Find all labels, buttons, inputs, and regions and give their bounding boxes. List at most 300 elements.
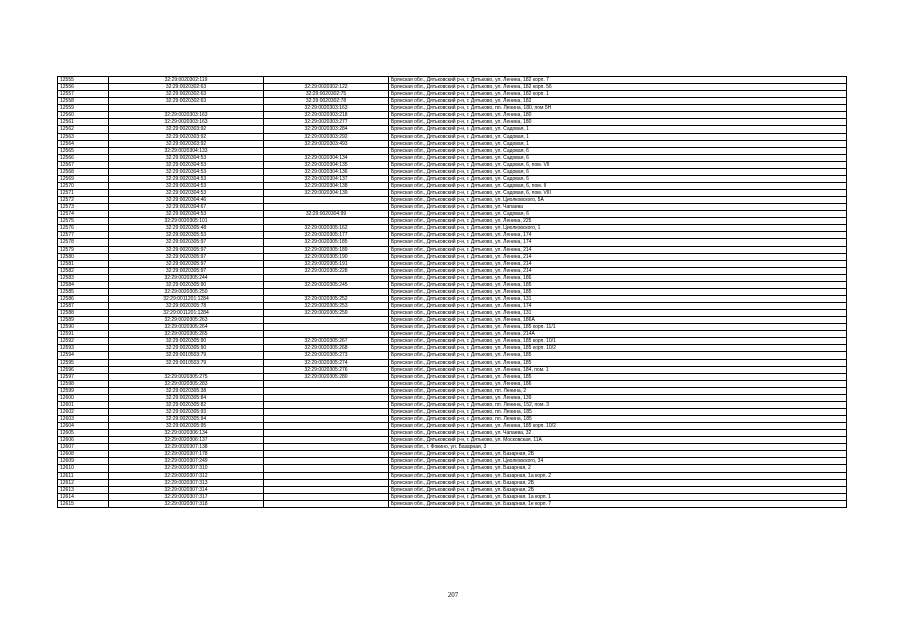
- address-cell: Брянская обл., г. Фокино, ул. Базарная, 3: [389, 444, 847, 451]
- table-row: [58, 246, 847, 253]
- address-cell: Брянская обл., Дятьковский р-н, г. Дятьково, ул. Базарная, 2Б: [389, 486, 847, 493]
- parent-cadastral-number-cell: 32:29:0020305:97: [109, 253, 264, 260]
- address-cell: Брянская обл., Дятьковский р-н, г. Дятьково, ул. Ленина, 185: [389, 352, 847, 359]
- parent-cadastral-number-cell: 32:29:0020305:94: [109, 416, 264, 423]
- address-cell: Брянская обл., Дятьковский р-н, г. Дятьково, ул. Ленина, 185 корп. 10/2: [389, 345, 847, 352]
- cadastral-number-cell: 32:29:0020302:75: [264, 91, 389, 98]
- cadastral-number-cell: [264, 465, 389, 472]
- table-row: [58, 303, 847, 310]
- address-cell: Брянская обл., Дятьковский р-н, г. Дятьково, ул. Ленина, 174: [389, 239, 847, 246]
- address-cell: Брянская обл., Дятьковский р-н, г. Дятьково, ул. Ленина, 182 корп. 56: [389, 84, 847, 91]
- table-row: [58, 112, 847, 119]
- page-number: 207: [447, 591, 459, 599]
- row-number-cell: 12601: [58, 401, 109, 408]
- address-cell: Брянская обл., Дятьковский р-н, г. Дятьково, ул. Ленина, 214А: [389, 331, 847, 338]
- table-row: [58, 465, 847, 472]
- address-cell: Брянская обл., Дятьковский р-н, г. Дятьково, ул. Ленина, 214: [389, 267, 847, 274]
- address-cell: Брянская обл., Дятьковский р-н, г. Дятьково, ул. Базарная, 2Б: [389, 479, 847, 486]
- cadastral-number-cell: 32:29:0020304:99: [264, 211, 389, 218]
- row-number-cell: 12558: [58, 98, 109, 105]
- parent-cadastral-number-cell: 32:29:0020304:53: [109, 190, 264, 197]
- row-number-cell: 12580: [58, 253, 109, 260]
- row-number-cell: 12560: [58, 112, 109, 119]
- table-row: [58, 197, 847, 204]
- parent-cadastral-number-cell: 32:29:0010503:79: [109, 352, 264, 359]
- address-cell: Брянская обл., Дятьковский р-н, г. Дятьково, ул. Ленина, 225: [389, 218, 847, 225]
- row-number-cell: 12597: [58, 373, 109, 380]
- table-row: [58, 345, 847, 352]
- parent-cadastral-number-cell: 32:29:0020305:38: [109, 387, 264, 394]
- table-row: [58, 211, 847, 218]
- cadastral-number-cell: [264, 77, 389, 84]
- address-cell: Брянская обл., Дятьковский р-н, г. Дятьково, ул. Ленина, 139: [389, 394, 847, 401]
- table-row: [58, 204, 847, 211]
- row-number-cell: 12576: [58, 225, 109, 232]
- address-cell: Брянская обл., Дятьковский р-н, г. Дятьково, ул. Ленина, 185 корп. 10/2: [389, 423, 847, 430]
- cadastral-number-cell: [264, 479, 389, 486]
- table-row: [58, 387, 847, 394]
- address-cell: Брянская обл., Дятьковский р-н, г. Дятьково, пл. Ленина, 185: [389, 408, 847, 415]
- table-row: [58, 274, 847, 281]
- cadastral-number-cell: 32:29:0020305:280: [264, 373, 389, 380]
- row-number-cell: 12572: [58, 197, 109, 204]
- cadastral-number-cell: [264, 274, 389, 281]
- address-cell: Брянская обл., Дятьковский р-н, г. Дятьково, ул. Базарная, 2Б: [389, 451, 847, 458]
- address-cell: Брянская обл., Дятьковский р-н, г. Дятьково, ул. Ленина, 131: [389, 310, 847, 317]
- cadastral-number-cell: 32:29:0020305:276: [264, 366, 389, 373]
- address-cell: Брянская обл., Дятьковский р-н, г. Дятьково, пл. Ленина, 152, пом. 3: [389, 401, 847, 408]
- cadastral-number-cell: [264, 416, 389, 423]
- address-cell: Брянская обл., Дятьковский р-н, г. Дятьково, ул. Ленина, 214: [389, 246, 847, 253]
- parent-cadastral-number-cell: 32:29:0020304:67: [109, 204, 264, 211]
- table-row: [58, 331, 847, 338]
- parent-cadastral-number-cell: 32:29:0020304:53: [109, 168, 264, 175]
- table-row: [58, 352, 847, 359]
- parent-cadastral-number-cell: 32:29:0020305:90: [109, 281, 264, 288]
- table-row: [58, 408, 847, 415]
- table-row: [58, 182, 847, 189]
- parent-cadastral-number-cell: 32:29:0020305:48: [109, 225, 264, 232]
- table-row: [58, 105, 847, 112]
- row-number-cell: 12585: [58, 288, 109, 295]
- table-row: [58, 98, 847, 105]
- address-cell: Брянская обл., Дятьковский р-н, г. Дятьково, ул. Циолковского, 34: [389, 458, 847, 465]
- address-cell: Брянская обл., Дятьковский р-н, г. Дятьково, ул. Базарная, 2: [389, 465, 847, 472]
- parent-cadastral-number-cell: 32:29:0020302:119: [109, 77, 264, 84]
- parent-cadastral-number-cell: 32:29:0020307:312: [109, 472, 264, 479]
- row-number-cell: 12559: [58, 105, 109, 112]
- address-cell: Брянская обл., Дятьковский р-н, г. Дятьково, пл. Ленина, 185: [389, 416, 847, 423]
- row-number-cell: 12565: [58, 147, 109, 154]
- row-number-cell: 12584: [58, 281, 109, 288]
- row-number-cell: 12581: [58, 260, 109, 267]
- row-number-cell: 12606: [58, 437, 109, 444]
- parent-cadastral-number-cell: 32:29:0020305:97: [109, 246, 264, 253]
- cadastral-number-cell: 32:29:0020305:185: [264, 239, 389, 246]
- table-row: [58, 133, 847, 140]
- parent-cadastral-number-cell: 32:29:0020305:101: [109, 218, 264, 225]
- parent-cadastral-number-cell: 32:29:0020304:53: [109, 175, 264, 182]
- parent-cadastral-number-cell: 32:29:0020305:78: [109, 303, 264, 310]
- parent-cadastral-number-cell: 32:29:0020305:283: [109, 380, 264, 387]
- address-cell: Брянская обл., Дятьковский р-н, г. Дятьково, ул. Ленина, 174: [389, 303, 847, 310]
- cadastral-number-cell: 32:29:0020303:292: [264, 133, 389, 140]
- table-row: [58, 493, 847, 500]
- cadastral-number-cell: [264, 423, 389, 430]
- address-cell: Брянская обл., Дятьковский р-н, г. Дятьково, ул. Ленина, 214: [389, 260, 847, 267]
- address-cell: Брянская обл., Дятьковский р-н, г. Дятьково, ул. Ленина, 182 корп. 7: [389, 77, 847, 84]
- cadastral-number-cell: 32:29:0020303:493: [264, 140, 389, 147]
- table-row: [58, 168, 847, 175]
- parent-cadastral-number-cell: 32:29:0020306:137: [109, 437, 264, 444]
- row-number-cell: 12578: [58, 239, 109, 246]
- table-row: [58, 451, 847, 458]
- cadastral-number-cell: 32:29:0020305:268: [264, 345, 389, 352]
- parent-cadastral-number-cell: 32:29:0020304:53: [109, 182, 264, 189]
- table-row: [58, 77, 847, 84]
- row-number-cell: 12611: [58, 472, 109, 479]
- cadastral-number-cell: [264, 317, 389, 324]
- row-number-cell: 12587: [58, 303, 109, 310]
- cadastral-number-cell: 32:29:0020305:259: [264, 310, 389, 317]
- row-number-cell: 12564: [58, 140, 109, 147]
- cadastral-number-cell: 32:29:0020305:162: [264, 225, 389, 232]
- parent-cadastral-number-cell: 32:29:0011201:1284: [109, 295, 264, 302]
- table-row: [58, 154, 847, 161]
- address-cell: Брянская обл., Дятьковский р-н, г. Дятьково, ул. Садовая, 6: [389, 211, 847, 218]
- cadastral-number-cell: 32:29:0020304:139: [264, 190, 389, 197]
- parent-cadastral-number-cell: 32:29:0020304:53: [109, 211, 264, 218]
- cadastral-number-cell: 32:29:0020305:253: [264, 303, 389, 310]
- parent-cadastral-number-cell: 32:29:0020302:63: [109, 84, 264, 91]
- cadastral-number-cell: 32:29:0020304:135: [264, 161, 389, 168]
- parent-cadastral-number-cell: 32:29:0020307:310: [109, 465, 264, 472]
- parent-cadastral-number-cell: 32:29:0020304:133: [109, 147, 264, 154]
- parent-cadastral-number-cell: 32:29:0020303:92: [109, 140, 264, 147]
- row-number-cell: 12605: [58, 430, 109, 437]
- parent-cadastral-number-cell: 32:29:0020307:138: [109, 444, 264, 451]
- table-row: [58, 500, 847, 507]
- cadastral-number-cell: [264, 394, 389, 401]
- row-number-cell: 12555: [58, 77, 109, 84]
- table-row: [58, 190, 847, 197]
- row-number-cell: 12615: [58, 500, 109, 507]
- parent-cadastral-number-cell: 32:29:0020304:53: [109, 154, 264, 161]
- cadastral-number-cell: 32:29:0020305:245: [264, 281, 389, 288]
- parent-cadastral-number-cell: 32:29:0020305:275: [109, 373, 264, 380]
- table-row: [58, 423, 847, 430]
- row-number-cell: 12602: [58, 408, 109, 415]
- row-number-cell: 12563: [58, 133, 109, 140]
- cadastral-number-cell: 32:29:0020305:228: [264, 267, 389, 274]
- row-number-cell: 12583: [58, 274, 109, 281]
- row-number-cell: 12586: [58, 295, 109, 302]
- cadastral-number-cell: [264, 458, 389, 465]
- parent-cadastral-number-cell: 32:29:0020302:63: [109, 98, 264, 105]
- table-row: [58, 430, 847, 437]
- registry-table: [57, 76, 847, 508]
- address-cell: Брянская обл., Дятьковский р-н, г. Дятьково, пл. Ленина, 180, пом 5Н: [389, 105, 847, 112]
- table-row: [58, 416, 847, 423]
- table-row: [58, 253, 847, 260]
- cadastral-number-cell: 32:29:0020302:122: [264, 84, 389, 91]
- row-number-cell: 12588: [58, 310, 109, 317]
- cadastral-number-cell: [264, 472, 389, 479]
- row-number-cell: 12569: [58, 175, 109, 182]
- parent-cadastral-number-cell: [109, 105, 264, 112]
- table-row: [58, 119, 847, 126]
- parent-cadastral-number-cell: 32:29:0020307:249: [109, 458, 264, 465]
- parent-cadastral-number-cell: 32:29:0020303:92: [109, 126, 264, 133]
- cadastral-number-cell: [264, 288, 389, 295]
- table-row: [58, 373, 847, 380]
- address-cell: Брянская обл., Дятьковский р-н, г. Дятьково, ул. Базарная, 1е корп. 7: [389, 500, 847, 507]
- cadastral-number-cell: 32:29:0020304:138: [264, 182, 389, 189]
- parent-cadastral-number-cell: 32:29:0020307:313: [109, 479, 264, 486]
- address-cell: Брянская обл., Дятьковский р-н, г. Дятьково, ул. Садовая, 6: [389, 147, 847, 154]
- parent-cadastral-number-cell: 32:29:0020305:244: [109, 274, 264, 281]
- address-cell: Брянская обл., Дятьковский р-н, г. Дятьково, ул. Ленина, 182: [389, 98, 847, 105]
- address-cell: Брянская обл., Дятьковский р-н, г. Дятьково, ул. Ленина, 185: [389, 373, 847, 380]
- parent-cadastral-number-cell: 32:29:0020305:265: [109, 331, 264, 338]
- cadastral-number-cell: 32:29:0020305:190: [264, 253, 389, 260]
- table-row: [58, 380, 847, 387]
- parent-cadastral-number-cell: 32:29:0020304:46: [109, 197, 264, 204]
- cadastral-number-cell: 32:29:0020305:191: [264, 260, 389, 267]
- table-row: [58, 218, 847, 225]
- parent-cadastral-number-cell: 32:29:0020307:178: [109, 451, 264, 458]
- table-row: [58, 84, 847, 91]
- address-cell: Брянская обл., Дятьковский р-н, г. Дятьково, ул. Ленина, 214: [389, 253, 847, 260]
- table-row: [58, 225, 847, 232]
- cadastral-number-cell: [264, 430, 389, 437]
- cadastral-number-cell: 32:29:0020305:273: [264, 352, 389, 359]
- row-number-cell: 12609: [58, 458, 109, 465]
- cadastral-number-cell: 32:29:0020305:274: [264, 359, 389, 366]
- row-number-cell: 12571: [58, 190, 109, 197]
- address-cell: Брянская обл., Дятьковский р-н, г. Дятьково, пл. Ленина, 2: [389, 387, 847, 394]
- table-row: [58, 310, 847, 317]
- row-number-cell: 12577: [58, 232, 109, 239]
- row-number-cell: 12592: [58, 338, 109, 345]
- table-row: [58, 394, 847, 401]
- address-cell: Брянская обл., Дятьковский р-н, г. Дятьково, ул. Циолковского, 5А: [389, 197, 847, 204]
- parent-cadastral-number-cell: 32:29:0020305:95: [109, 423, 264, 430]
- address-cell: Брянская обл., Дятьковский р-н, г. Дятьково, ул. Ленина, 131: [389, 295, 847, 302]
- table-row: [58, 486, 847, 493]
- parent-cadastral-number-cell: [109, 366, 264, 373]
- address-cell: Брянская обл., Дятьковский р-н, г. Дятьково, ул. Садовая, 1: [389, 140, 847, 147]
- address-cell: Брянская обл., Дятьковский р-н, г. Дятьково, ул. Садовая, 6: [389, 168, 847, 175]
- parent-cadastral-number-cell: 32:29:0020305:250: [109, 288, 264, 295]
- row-number-cell: 12556: [58, 84, 109, 91]
- cadastral-number-cell: [264, 437, 389, 444]
- cadastral-number-cell: 32:29:0020303:163: [264, 105, 389, 112]
- table-row: [58, 91, 847, 98]
- parent-cadastral-number-cell: 32:29:0020304:53: [109, 161, 264, 168]
- table-row: [58, 161, 847, 168]
- table-row: [58, 147, 847, 154]
- cadastral-number-cell: 32:29:0020303:277: [264, 119, 389, 126]
- table-row: [58, 359, 847, 366]
- table-row: [58, 260, 847, 267]
- address-cell: Брянская обл., Дятьковский р-н, г. Дятьково, ул. Ленина, 185 корп. 11/1: [389, 324, 847, 331]
- cadastral-number-cell: 32:29:0020303:284: [264, 126, 389, 133]
- address-cell: Брянская обл., Дятьковский р-н, г. Дятьково, ул. Циолковского, 1: [389, 225, 847, 232]
- cadastral-number-cell: [264, 331, 389, 338]
- parent-cadastral-number-cell: 32:29:0020305:97: [109, 239, 264, 246]
- address-cell: Брянская обл., Дятьковский р-н, г. Дятьково, ул. Чапаева, 32: [389, 430, 847, 437]
- parent-cadastral-number-cell: 32:29:0020305:97: [109, 267, 264, 274]
- row-number-cell: 12579: [58, 246, 109, 253]
- cadastral-number-cell: 32:29:0020304:136: [264, 168, 389, 175]
- row-number-cell: 12598: [58, 380, 109, 387]
- cadastral-number-cell: [264, 493, 389, 500]
- cadastral-number-cell: [264, 197, 389, 204]
- table-row: [58, 444, 847, 451]
- parent-cadastral-number-cell: 32:29:0010503:79: [109, 359, 264, 366]
- row-number-cell: 12562: [58, 126, 109, 133]
- table-row: [58, 267, 847, 274]
- row-number-cell: 12600: [58, 394, 109, 401]
- address-cell: Брянская обл., Дятьковский р-н, г. Дятьково, ул. Садовая, 6: [389, 154, 847, 161]
- parent-cadastral-number-cell: 32:29:0020305:264: [109, 324, 264, 331]
- row-number-cell: 12574: [58, 211, 109, 218]
- parent-cadastral-number-cell: 32:29:0020303:163: [109, 119, 264, 126]
- table-row: [58, 366, 847, 373]
- row-number-cell: 12614: [58, 493, 109, 500]
- row-number-cell: 12573: [58, 204, 109, 211]
- table-row: [58, 239, 847, 246]
- row-number-cell: 12603: [58, 416, 109, 423]
- parent-cadastral-number-cell: 32:29:0020302:63: [109, 91, 264, 98]
- address-cell: Брянская обл., Дятьковский р-н, г. Дятьково, ул. Ленина, 184, пом. 1: [389, 366, 847, 373]
- address-cell: Брянская обл., Дятьковский р-н, г. Дятьково, ул. Ленина, 180: [389, 112, 847, 119]
- address-cell: Брянская обл., Дятьковский р-н, г. Дятьково, ул. Садовая, 1: [389, 133, 847, 140]
- parent-cadastral-number-cell: 32:29:0020305:97: [109, 260, 264, 267]
- address-cell: Брянская обл., Дятьковский р-н, г. Дятьково, ул. Садовая, 6: [389, 175, 847, 182]
- parent-cadastral-number-cell: 32:29:0020305:90: [109, 345, 264, 352]
- address-cell: Брянская обл., Дятьковский р-н, г. Дятьково, ул. Садовая, 6, пом. VII: [389, 161, 847, 168]
- row-number-cell: 12589: [58, 317, 109, 324]
- cadastral-number-cell: [264, 147, 389, 154]
- table-row: [58, 437, 847, 444]
- row-number-cell: 12596: [58, 366, 109, 373]
- row-number-cell: 12599: [58, 387, 109, 394]
- cadastral-number-cell: [264, 387, 389, 394]
- parent-cadastral-number-cell: 32:29:0020305:53: [109, 232, 264, 239]
- parent-cadastral-number-cell: 32:29:0020307:318: [109, 500, 264, 507]
- cadastral-number-cell: [264, 408, 389, 415]
- parent-cadastral-number-cell: 32:29:0020303:163: [109, 112, 264, 119]
- address-cell: Брянская обл., Дятьковский р-н, г. Дятьково, ул. Садовая, 6, пом. VIII: [389, 190, 847, 197]
- row-number-cell: 12595: [58, 359, 109, 366]
- registry-table-body: [58, 77, 847, 508]
- row-number-cell: 12568: [58, 168, 109, 175]
- table-row: [58, 232, 847, 239]
- cadastral-number-cell: 32:29:0020305:267: [264, 338, 389, 345]
- address-cell: Брянская обл., Дятьковский р-н, г. Дятьково, ул. Ленина, 174: [389, 232, 847, 239]
- table-row: [58, 175, 847, 182]
- address-cell: Брянская обл., Дятьковский р-н, г. Дятьково, ул. Ленина, 186: [389, 274, 847, 281]
- cadastral-number-cell: 32:29:0020305:189: [264, 246, 389, 253]
- address-cell: Брянская обл., Дятьковский р-н, г. Дятьково, ул. Базарная, 1а корп. 1: [389, 493, 847, 500]
- row-number-cell: 12561: [58, 119, 109, 126]
- row-number-cell: 12557: [58, 91, 109, 98]
- parent-cadastral-number-cell: 32:29:0011201:1284: [109, 310, 264, 317]
- row-number-cell: 12570: [58, 182, 109, 189]
- cadastral-number-cell: 32:29:0020305:252: [264, 295, 389, 302]
- row-number-cell: 12604: [58, 423, 109, 430]
- table-row: [58, 295, 847, 302]
- cadastral-number-cell: [264, 486, 389, 493]
- table-row: [58, 140, 847, 147]
- row-number-cell: 12594: [58, 352, 109, 359]
- table-row: [58, 479, 847, 486]
- parent-cadastral-number-cell: 32:29:0020305:84: [109, 394, 264, 401]
- parent-cadastral-number-cell: 32:29:0020305:93: [109, 408, 264, 415]
- row-number-cell: 12566: [58, 154, 109, 161]
- cadastral-number-cell: [264, 500, 389, 507]
- cadastral-number-cell: [264, 380, 389, 387]
- table-row: [58, 281, 847, 288]
- row-number-cell: 12591: [58, 331, 109, 338]
- cadastral-number-cell: [264, 451, 389, 458]
- table-row: [58, 317, 847, 324]
- cadastral-number-cell: 32:29:0020303:218: [264, 112, 389, 119]
- row-number-cell: 12613: [58, 486, 109, 493]
- parent-cadastral-number-cell: 32:29:0020307:317: [109, 493, 264, 500]
- cadastral-number-cell: [264, 401, 389, 408]
- address-cell: Брянская обл., Дятьковский р-н, г. Дятьково, ул. Ленина, 186А: [389, 317, 847, 324]
- address-cell: Брянская обл., Дятьковский р-н, г. Дятьково, ул. Ленина, 185: [389, 281, 847, 288]
- parent-cadastral-number-cell: 32:29:0020303:92: [109, 133, 264, 140]
- address-cell: Брянская обл., Дятьковский р-н, г. Дятьково, ул. Московская, 11А: [389, 437, 847, 444]
- address-cell: Брянская обл., Дятьковский р-н, г. Дятьково, ул. Ленина, 186: [389, 380, 847, 387]
- parent-cadastral-number-cell: 32:29:0020306:134: [109, 430, 264, 437]
- parent-cadastral-number-cell: 32:29:0020305:90: [109, 338, 264, 345]
- cadastral-number-cell: 32:29:0020305:177: [264, 232, 389, 239]
- table-row: [58, 458, 847, 465]
- row-number-cell: 12612: [58, 479, 109, 486]
- table-row: [58, 288, 847, 295]
- table-row: [58, 338, 847, 345]
- address-cell: Брянская обл., Дятьковский р-н, г. Дятьково, ул. Садовая, 1: [389, 126, 847, 133]
- address-cell: Брянская обл., Дятьковский р-н, г. Дятьково, ул. Чапаева: [389, 204, 847, 211]
- table-row: [58, 126, 847, 133]
- address-cell: Брянская обл., Дятьковский р-н, г. Дятьково, ул. Ленина, 185: [389, 359, 847, 366]
- parent-cadastral-number-cell: 32:29:0020305:82: [109, 401, 264, 408]
- cadastral-number-cell: [264, 324, 389, 331]
- row-number-cell: 12593: [58, 345, 109, 352]
- parent-cadastral-number-cell: 32:29:0020305:263: [109, 317, 264, 324]
- address-cell: Брянская обл., Дятьковский р-н, г. Дятьково, ул. Ленина, 182 корп. 1: [389, 91, 847, 98]
- cadastral-number-cell: 32:29:0020304:134: [264, 154, 389, 161]
- address-cell: Брянская обл., Дятьковский р-н, г. Дятьково, ул. Ленина, 180: [389, 119, 847, 126]
- row-number-cell: 12582: [58, 267, 109, 274]
- cadastral-number-cell: [264, 218, 389, 225]
- row-number-cell: 12590: [58, 324, 109, 331]
- address-cell: Брянская обл., Дятьковский р-н, г. Дятьково, ул. Ленина, 185: [389, 288, 847, 295]
- row-number-cell: 12567: [58, 161, 109, 168]
- row-number-cell: 12608: [58, 451, 109, 458]
- address-cell: Брянская обл., Дятьковский р-н, г. Дятьково, ул. Ленина, 185 корп. 10/1: [389, 338, 847, 345]
- cadastral-number-cell: [264, 204, 389, 211]
- row-number-cell: 12575: [58, 218, 109, 225]
- address-cell: Брянская обл., Дятьковский р-н, г. Дятьково, ул. Базарная, 1а корп. 2: [389, 472, 847, 479]
- table-row: [58, 472, 847, 479]
- cadastral-number-cell: 32:29:0020302:78: [264, 98, 389, 105]
